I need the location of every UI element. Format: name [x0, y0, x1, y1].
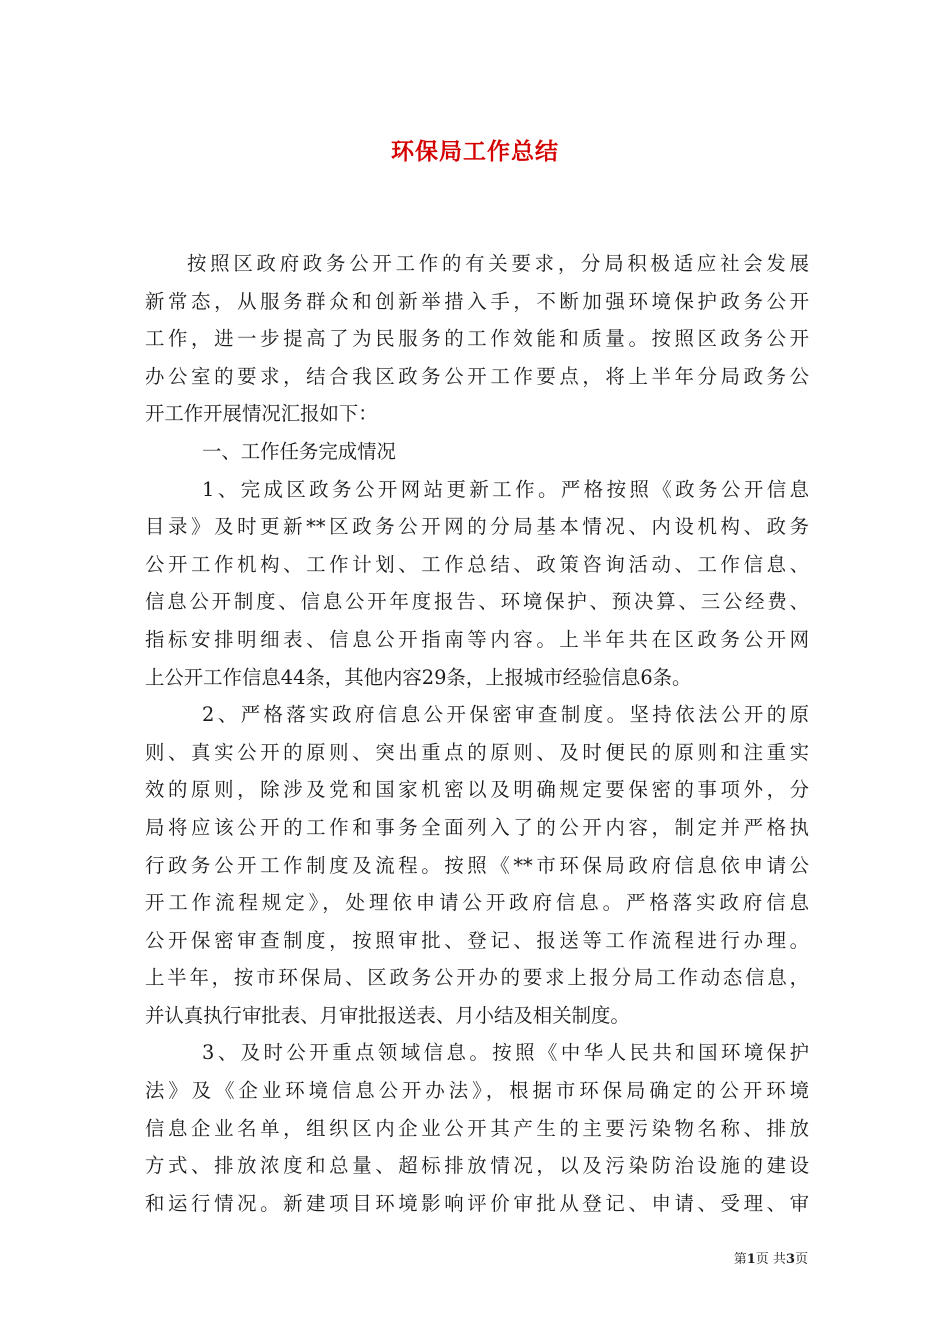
paragraph-line: 指标安排明细表、信息公开指南等内容。上半年共在区政务公开网 — [145, 627, 809, 651]
paragraph-line: 公开工作机构、工作计划、工作总结、政策咨询活动、工作信息、 — [145, 552, 809, 576]
paragraph-line: 3、及时公开重点领域信息。按照《中华人民共和国环境保护 — [202, 1041, 809, 1065]
paragraph-line: 2、严格落实政府信息公开保密审查制度。坚持依法公开的原 — [202, 703, 809, 727]
paragraph-line: 并认真执行审批表、月审批报送表、月小结及相关制度。 — [145, 1003, 630, 1027]
document-title: 环保局工作总结 — [391, 138, 559, 165]
paragraph-line: 新常态，从服务群众和创新举措入手，不断加强环境保护政务公开 — [145, 289, 809, 313]
paragraph-line: 1、完成区政务公开网站更新工作。严格按照《政务公开信息 — [202, 477, 809, 501]
paragraph-line: 效的原则，除涉及党和国家机密以及明确规定要保密的事项外，分 — [145, 778, 809, 802]
paragraph-line: 局将应该公开的工作和事务全面列入了的公开内容，制定并严格执 — [145, 815, 809, 839]
paragraph-line: 上半年，按市环保局、区政务公开办的要求上报分局工作动态信息， — [145, 966, 809, 990]
paragraph-line: 上公开工作信息44条，其他内容29条，上报城市经验信息6条。 — [145, 665, 692, 689]
footer-prefix: 第 — [733, 1252, 747, 1267]
paragraph-line: 公开保密审查制度，按照审批、登记、报送等工作流程进行办理。 — [145, 928, 809, 952]
paragraph-line: 目录》及时更新**区政务公开网的分局基本情况、内设机构、政务 — [145, 515, 809, 539]
paragraph-line: 和运行情况。新建项目环境影响评价审批从登记、申请、受理、审 — [145, 1191, 809, 1215]
section-heading: 一、工作任务完成情况 — [202, 439, 396, 463]
total-pages-number: 3 — [785, 1252, 795, 1267]
paragraph-line: 法》及《企业环境信息公开办法》，根据市环保局确定的公开环境 — [145, 1079, 809, 1103]
paragraph-line: 行政务公开工作制度及流程。按照《**市环保局政府信息依申请公 — [145, 853, 809, 877]
paragraph-line: 信息企业名单，组织区内企业公开其产生的主要污染物名称、排放 — [145, 1116, 809, 1140]
document-body — [145, 245, 809, 1222]
paragraph-line: 办公室的要求，结合我区政务公开工作要点，将上半年分局政务公 — [145, 364, 809, 388]
current-page-number: 1 — [746, 1252, 756, 1267]
page-footer — [734, 1248, 808, 1267]
paragraph-line: 方式、排放浓度和总量、超标排放情况，以及污染防治设施的建设 — [145, 1154, 809, 1178]
paragraph-line: 信息公开制度、信息公开年度报告、环境保护、预决算、三公经费、 — [145, 590, 809, 614]
paragraph-line: 开工作流程规定》，处理依申请公开政府信息。严格落实政府信息 — [145, 891, 809, 915]
paragraph-line: 开工作开展情况汇报如下： — [145, 402, 378, 426]
paragraph-line: 则、真实公开的原则、突出重点的原则、及时便民的原则和注重实 — [145, 740, 809, 764]
footer-suffix: 页 — [794, 1252, 808, 1267]
footer-middle: 页 共 — [755, 1252, 786, 1267]
paragraph-line: 工作，进一步提高了为民服务的工作效能和质量。按照区政务公开 — [145, 327, 809, 351]
paragraph-line: 按照区政府政务公开工作的有关要求，分局积极适应社会发展 — [187, 252, 809, 275]
